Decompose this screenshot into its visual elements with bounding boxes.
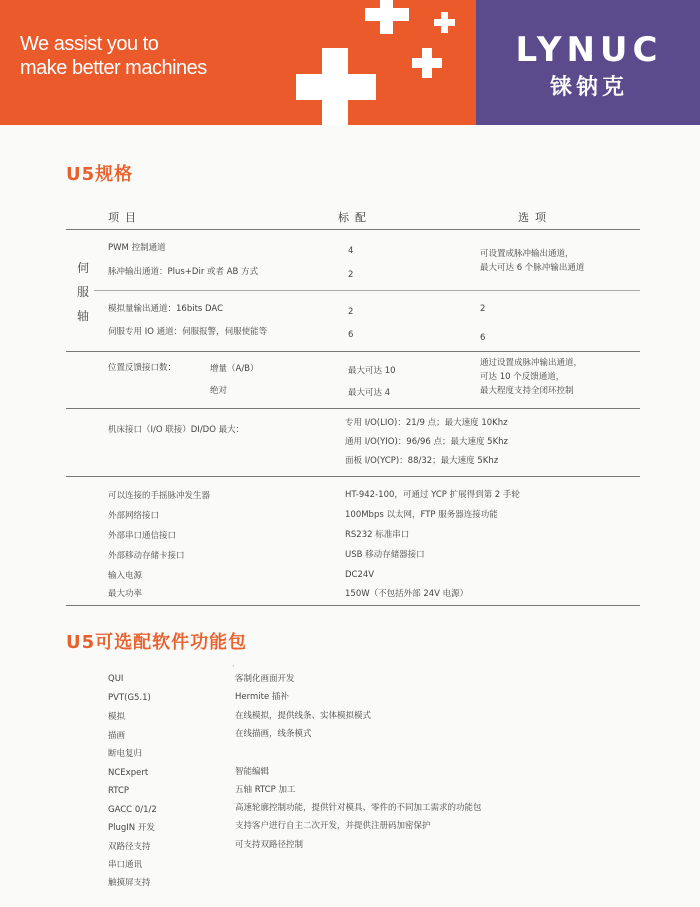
software-desc: 五轴 RTCP 加工 [235,785,296,795]
io-item: 机床接口（I/O 联接）DI/DO 最大： [108,425,245,435]
feedback-option-value: 最大程度支持全闭环控制 [480,386,574,396]
spec-section-title: U5规格 [66,164,134,185]
spec-std-value: 6 [348,330,354,340]
spec-std-value: 2 [348,270,354,280]
col-header-option: 选项 [518,211,552,224]
io-value: 通用 I/O(YIO)：96/96 点；最大速度 5Khz [345,437,509,447]
servo-label-char: 轴 [77,309,90,323]
software-name: 描画 [108,731,126,741]
software-desc: 客制化画面开发 [235,674,295,684]
spec-item: 模拟量输出通道：16bits DAC [108,304,224,314]
software-desc: 高速轮廓控制功能，提供针对模具、零件的不同加工需求的功能包 [235,803,482,813]
misc-item: 外部网络接口 [108,511,160,521]
spec-option-value: 最大可达 6 个脉冲输出通道 [480,263,585,273]
io-value: 面板 I/O(YCP)：88/32；最大速度 5Khz [345,456,499,466]
software-name: GACC 0/1/2 [108,805,157,815]
software-name: 触摸屏支持 [108,878,151,888]
tagline [20,32,207,80]
spec-item: 脉冲输出通道：Plus+Dir 或者 AB 方式 [108,267,259,277]
misc-item: 输入电源 [108,571,143,581]
tagline-line1: We assist you to [20,33,159,55]
feedback-std-value: 最大可达 10 [348,366,396,376]
io-value: 专用 I/O(LIO)：21/9 点；最大速度 10Khz [345,418,508,428]
brand-logo-chinese: 铼钠克 [549,75,628,100]
misc-value: USB 移动存储器接口 [345,550,425,560]
header-banner [0,0,700,125]
servo-label-char: 伺 [77,261,90,275]
spec-item: PWM 控制通道 [108,243,166,253]
spec-item: 伺服专用 IO 通道：伺服报警，伺服使能等 [108,327,268,337]
misc-item: 外部移动存储卡接口 [108,551,185,561]
software-name: 双路径支持 [108,842,151,852]
spec-option-value: 6 [480,333,486,343]
table-divider [66,605,640,606]
table-divider [94,290,640,291]
software-name: QUI [108,674,124,684]
tagline-line2: make better machines [20,57,207,79]
misc-item: 最大功率 [108,589,143,599]
software-desc: 支持客户进行自主二次开发，并提供注册码加密保护 [235,821,431,831]
software-name: PVT(G5.1) [108,693,151,703]
table-divider [66,229,640,230]
misc-value: 100Mbps 以太网，FTP 服务器连接功能 [345,510,498,520]
software-name: 模拟 [108,712,126,722]
servo-label-char: 服 [77,285,90,299]
software-desc: 可支持双路径控制 [235,840,304,850]
misc-item: 外部串口通信接口 [108,531,177,541]
feedback-sub-item: 绝对 [210,386,228,396]
software-name: NCExpert [108,768,149,778]
col-header-standard: 标配 [338,211,372,224]
brand-logo: LYNUC [515,30,663,70]
misc-value: RS232 标准串口 [345,530,410,540]
software-name: 断电复归 [108,749,143,759]
stray-mark: · [232,662,235,671]
software-desc: 智能编辑 [235,767,270,777]
feedback-std-value: 最大可达 4 [348,388,391,398]
feedback-sub-item: 增量（A/B） [210,364,259,374]
spec-std-value: 2 [348,307,354,317]
software-name: RTCP [108,786,130,796]
table-divider [66,351,640,352]
misc-value: HT-942-100，可通过 YCP 扩展得到第 2 手轮 [345,490,520,500]
software-section-title: U5可选配软件功能包 [66,632,248,653]
feedback-option-value: 可达 10 个反馈通道， [480,372,565,382]
misc-value: 150W（不包括外部 24V 电源） [345,589,469,599]
spec-option-value: 可设置成脉冲输出通道， [480,249,574,259]
feedback-item: 位置反馈接口数： [108,363,177,373]
software-desc: 在线描画，线条模式 [235,729,312,739]
table-divider [66,408,640,409]
table-divider [66,476,640,477]
misc-value: DC24V [345,570,375,580]
software-desc: Hermite 插补 [235,692,289,702]
software-name: 串口通讯 [108,860,143,870]
software-name: PlugIN 开发 [108,823,155,833]
misc-item: 可以连接的手摇脉冲发生器 [108,491,211,501]
software-desc: 在线模拟，提供线条、实体模拟模式 [235,711,372,721]
spec-option-value: 2 [480,304,486,314]
col-header-item: 项目 [108,211,142,224]
spec-std-value: 4 [348,246,354,256]
feedback-option-value: 通过设置成脉冲输出通道， [480,358,583,368]
